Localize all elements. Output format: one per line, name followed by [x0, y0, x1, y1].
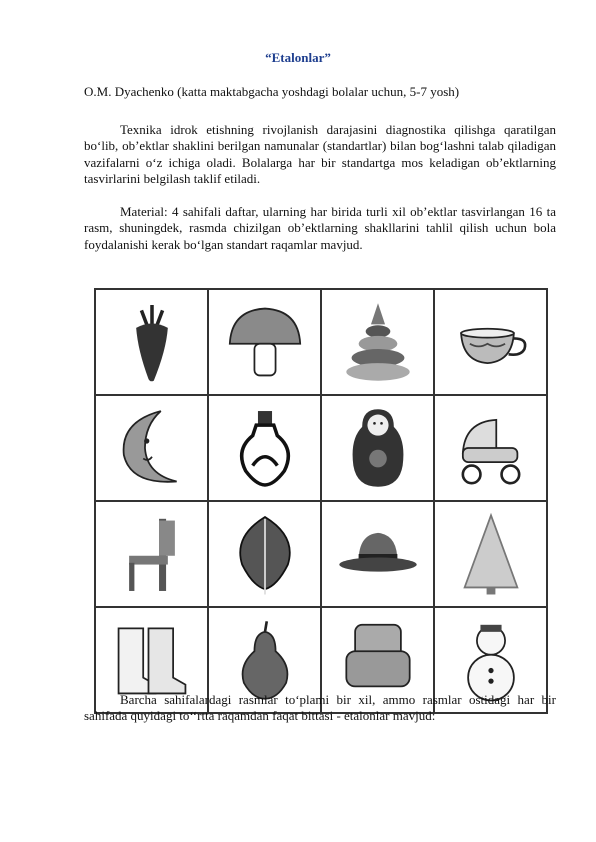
picture-cell	[321, 395, 434, 501]
mushroom-icon	[221, 298, 309, 386]
baby-carriage-icon	[447, 404, 535, 492]
page-title: “Etalonlar”	[265, 50, 331, 65]
picture-cell	[434, 501, 547, 607]
picture-cell	[95, 395, 208, 501]
leaf-icon	[221, 510, 309, 598]
lightbulb-icon	[221, 404, 309, 492]
cup-icon	[447, 298, 535, 386]
armchair-icon	[334, 616, 422, 704]
snowman-icon	[447, 616, 535, 704]
picture-cell	[321, 501, 434, 607]
pyramid-toy-icon	[334, 298, 422, 386]
carrot-icon	[108, 298, 196, 386]
picture-grid	[94, 288, 548, 714]
paragraph-etalons: Barcha sahifalardagi rasmlar to‘plami bir xil, ammo rasmlar ostidagi har bir sahifada quyidagi to‘‘rtta raqamdan faqat bittasi - etalonlar mavjud:	[84, 692, 556, 724]
author-line: O.M. Dyachenko (katta maktabgacha yoshdagi bolalar uchun, 5-7 yosh)	[84, 84, 460, 99]
picture-cell	[208, 289, 321, 395]
fir-tree-icon	[447, 510, 535, 598]
paragraph-material: Material: 4 sahifali daftar, ularning har birida turli xil ob’ektlar tasvirlangan 16 ta rasm, shuningdek, rasmda chizilgan ob’ektlarning shakllarini tahlil qilish uchun bola foydalanishi kerak bo‘lgan standart raqamlar mavjud.	[84, 204, 556, 252]
picture-cell	[95, 289, 208, 395]
paragraph-intro: Texnika idrok etishning rivojlanish darajasini diagnostika qilishga qaratilgan bo‘lib, ob’ektlar shaklini berilgan namunalar (standartlar) bilan bog‘lashni talab qiladigan vazifalarni o‘z ichiga oladi. Bolalarga har bir standartga mos keladigan ob’ektlarning tasvirlarini belgilash taklif etiladi.	[84, 122, 556, 187]
picture-cell	[208, 501, 321, 607]
picture-cell	[321, 289, 434, 395]
hat-icon	[334, 510, 422, 598]
picture-cell	[434, 395, 547, 501]
boots-icon	[108, 616, 196, 704]
chair-icon	[108, 510, 196, 598]
matryoshka-icon	[334, 404, 422, 492]
picture-cell	[434, 289, 547, 395]
picture-cell	[208, 395, 321, 501]
pear-icon	[221, 616, 309, 704]
picture-cell	[95, 501, 208, 607]
moon-icon	[108, 404, 196, 492]
